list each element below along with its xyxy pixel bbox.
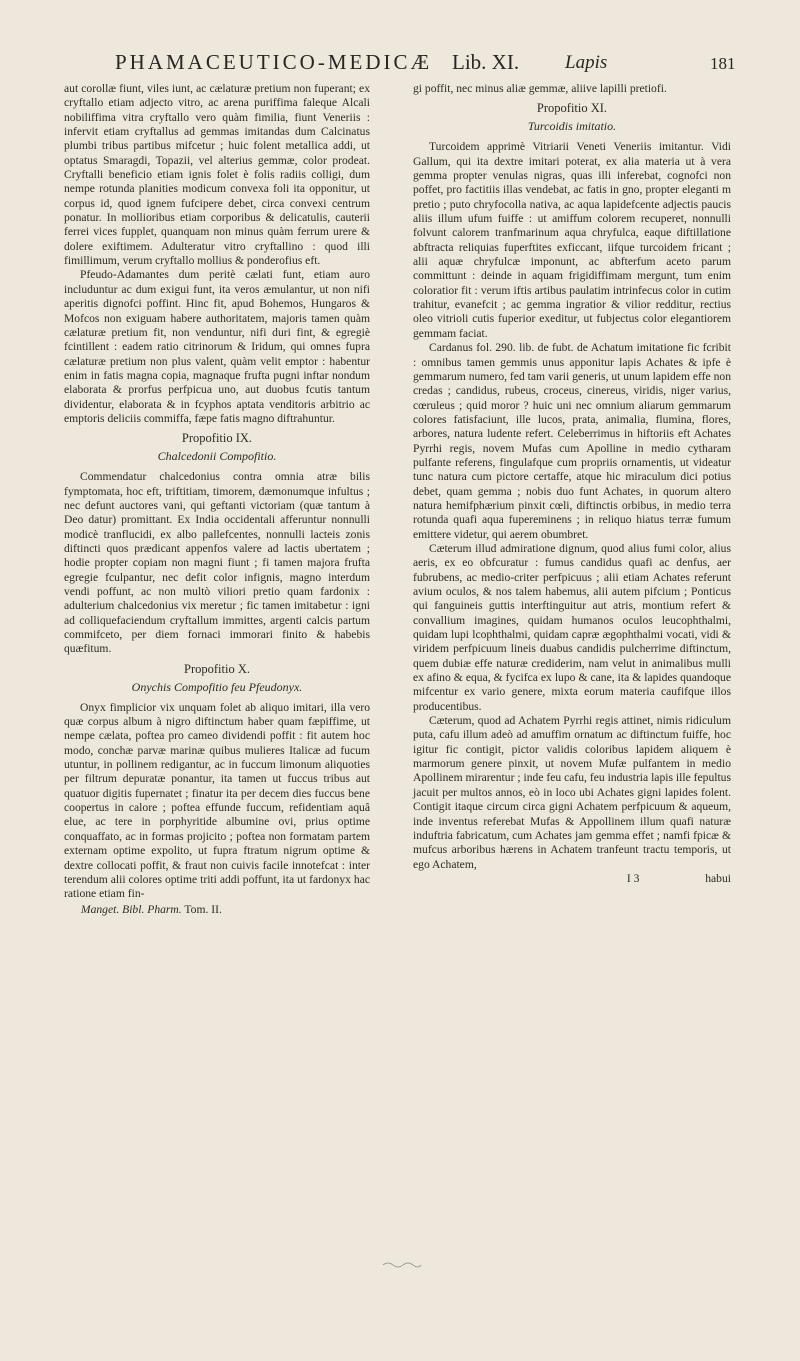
paragraph: Turcoidem apprimè Vitriarii Veneti Veneriis imitantur. Vidi Gallum, qui ita dextre imitari poterat, ex alia materia ut à vera gemma propter venulas nigras, quas illi inferebat, cognofci non poffet, pro factitiis illas vendebat, ac fatis in gno, propter eleganti m pretio ; puto chryfocolla nativa, ac aqua lapidefcente adjectis paucis aliis illum ufum fuiffe : ut amiffum colorem recuperet, nonnulli folvunt calorem tranfmarinum aqua chryfulca, eaque diftillatione abftracta reliquias fuperftites exficcant, iifque turcoidem fricant ; alii aquæ chryfulcæ imponunt, ac abfterfum aceto parum committunt : deinde in aquam frigidiffimam mergunt, tum enim coloratior fit : verum iftis artibus paulatim intrinfecus color in cutim trahitur, evanefcit ; ac gemma ingratior & vilior redditur, rectius oleo vitrioli cutis fuperior exeditur, ut fubjectus color elegantiorem gemmam faciat.: [413, 140, 731, 340]
paragraph: Cæterum illud admiratione dignum, quod alius fumi color, alius aeris, ex eo obfcuratur : fumus candidus quafi ac denfus, aer fubrubens, ac medio-criter perfpicuus ; alii etiam Achates referunt avium oculos, & nos talem habemus, alii autem pifcium ; Ponticus qui fanguineis guttis interftinguitur aut atris, montium refert & convallium imagines, quidam humanos oculos leucophthalmi, quidam lupi lcophthalmi, quidam capræ ægophthalmi vocati, vidi & viridem perfpicuum lineis duabus candidis pulcherrime diftinctum, quem dubiæ effe naturæ crediderim, nam velut in animalibus mulli ex afino & equa, & fycifca ex lupo & cane, ita & lapides quandoque mifcentur ex vario genere, mixta eorum materia caufifque illos producentibus.: [413, 541, 731, 713]
tome-label: Tom. II.: [184, 902, 222, 916]
page-footer-right: [413, 872, 731, 886]
section-subheading: Chalcedonii Compofitio.: [157, 449, 277, 464]
paragraph: Pfeudo-Adamantes dum peritè cælati funt, etiam auro includuntur ac dum exigui funt, ita veros æmulantur, ut non nifi aperitis dignofci poffint. Hinc fit, apud Bohemos, Hungaros & Mofcos non exiguam habere authoritatem, majoris tamen quàm cælaturæ pretium fit, non venduntur, nifi duri fint, & egregiè fcintillent : eadem ratio citrinorum & Iridum, qui omnes fupra cælaturæ pretium non plus valent, quàm velit emptor : habentur enim in fatis magna copia, magnaque frufta pugni inftar nondum elaborata & prorfus perfpicua uno, aut duobus fcutis tantum dividentur, elaborata & in fcyphos aptata venditoris arbitrio ac emptoris deliciis commiffa, fæpe fatis magno diftrahuntur.: [64, 268, 370, 425]
paragraph: Commendatur chalcedonius contra omnia atræ bilis fymptomata, hoc eft, triftitiam, timorem, dæmonumque infultus ; nec defunt auctores vani, qui geftanti victoriam (quæ tantum à Deo datur) promittant. Ex India occidentali afferuntur nonnulli modicè tranflucidi, ex albo pallefcentes, nonnulli lacteis zonis diftincti quos prædicant appenfos valere ad lactis ubertatem ; hodie propter copiam non magni fiunt ; fi tamen majora frufta egregie fculpantur, nec defit color infignis, magno interdum vendi poffunt, ac non multò viliori pretio quam fardonix : adulterium chalcedonius vix meretur ; fic tamen imitabetur : igni ad colliquefaciendum cryftallum immittes, argenti calcis partum commifceto, per diem fornaci immorari finito & habebis quæfitum.: [64, 470, 370, 656]
running-head-book: Lib. XI.: [452, 50, 520, 74]
signature-mark: I 3: [626, 871, 640, 885]
paragraph: Cæterum, quod ad Achatem Pyrrhi regis attinet, nimis ridiculum puta, cafu illum adeò ad amuffim ornatum ac diftinctum fuiffe, hoc igitur fic contigit, pictor validis coloribus lapidem aliquem è marmorum genere pinxit, ut novem Mufæ pulfantem in medio Apollinem mirarentur ; inde feu cafu, feu industria lapis ille fepultus jacuit per multos annos, eò in loco ubi Achates gigni lapides folent. Contigit itaque circum circa gigni Achatem perfpicuum & aqueum, inde inventus referebat Mufas & Appollinem illum quafi naturæ induftria fabricatum, cum Achates jam gemma effet ; namfi fpicæ & mufcus arboribus hærens in Achatem tranfeunt tractu temporis, ut ego Achatem,: [413, 714, 731, 871]
catchword: habui: [705, 871, 731, 885]
running-head-subject: Lapis: [565, 52, 608, 73]
paragraph: aut corollæ fiunt, viles iunt, ac cælaturæ pretium non fuperant; ex cryftallo etiam adjecto vitro, ac arena puriffima faleque Alcali nobiliffima vitra cryftallo vero quàm fimilia, fiunt Veneriis : infervit etiam cryftallus ad gemmas imitandas dum Calcinatus plumbi tribus partibus mifcetur ; huic folent metallica addi, ut optatus Smaragdi, Topazii, vel alterius gemmæ, color prodeat. Cryftalli beneficio etiam ignis folet è folis radiis colligi, dum nempe rotunda planities modicum convexa foli ita opponitur, ut corpus id, quod ignem fufcipere debet, circa convexi centrum ponatur. In mollioribus etiam corporibus & delicatulis, cauterii ferrei vices fupplet, quanquam non minus quàm ferrum urere & dolere exiftimem. Adulteratur vitro cryftallino : quod illi fimillimum, verum cryftallo mollius & ponderofius eft.: [64, 82, 370, 268]
left-column: [64, 82, 370, 917]
paragraph: Onyx fimplicior vix unquam folet ab aliquo imitari, illa vero quæ corpus album à nigro diftinctum haber quam fæpiffime, ut nempe cælata, poftea pro cameo dividendi poffit : fit autem hoc modo, conchæ parvæ marinæ quibus mulieres Italicæ ad fucum utuntur, in pollinem redigantur, ac in fuccum limonum aliquoties per filtrum depuratæ ponantur, ita tamen ut fuccus tribus aut quatuor digitis fupernatet ; finatur ita per decem dies fuccus bene coopertus in calore ; poftea effunde fuccum, refidentiam aquâ elue, ac tere in porphyritide albumine ovi, prius optime conquaffato, ac in formas projicito ; poftea non formatam partem externam optime expolito, ut fupra ftratum nigrum optime & dextre collocati poffit, & fraut non cuivis facile innotefcat : inter terendum alii colores optime triti addi poffunt, ita ut fardonyx hac ratione etiam fin-: [64, 700, 370, 901]
running-head-title: PHAMACEUTICO-MEDICÆ: [115, 50, 433, 74]
page-footer-left: [64, 903, 370, 917]
section-heading: Propofitio X.: [184, 661, 250, 676]
signature-line: Manget. Bibl. Pharm.: [80, 902, 182, 916]
page-number: 181: [710, 54, 736, 73]
section-heading: Propofitio IX.: [181, 431, 253, 446]
section-subheading: Onychis Compofitio feu Pfeudonyx.: [131, 679, 303, 694]
section-subheading: Turcoidis imitatio.: [527, 119, 617, 134]
library-stamp-mark: [382, 1260, 422, 1268]
paragraph: gi poffit, nec minus aliæ gemmæ, aliive lapilli pretiofi.: [413, 82, 667, 95]
running-head: [60, 50, 760, 80]
right-column: [413, 82, 731, 886]
section-heading: Propofitio XI.: [536, 101, 608, 116]
paragraph: Cardanus fol. 290. lib. de fubt. de Achatum imitatione fic fcribit : omnibus tamen gemmis unus apponitur lapis Achates & ipfe è gemmarum numero, fed tam varii generis, ut unum lapidem effe non credas ; candidus, rubeus, croceus, cinereus, viridis, niger varius, cœruleus ; quid moror ? huic uni nec omnium aliarum gemmarum colores fatisfaciunt, ille lucos, prata, animalia, flumina, flores, arbores, natura ludente refert. Celeberrimus in hiftoriis eft Achates Pyrrhi regis, novem Mufas cum Apolline in medio cytharam pulfante referens, fingulafque cum propriis ornamentis, ut videatur tunc natura cum pictore certaffe, atque hic miraculum dici potius debet, quam gemma ; nobis duo funt Achates, in quorum altero natura hemifphærium pinxit cœli, diftinctis orbibus, in medio terra rotunda quafi aqua fupereminens ; in reliquo hiatus terræ fumum emittere videtur, qui aerem obumbret.: [413, 341, 731, 541]
